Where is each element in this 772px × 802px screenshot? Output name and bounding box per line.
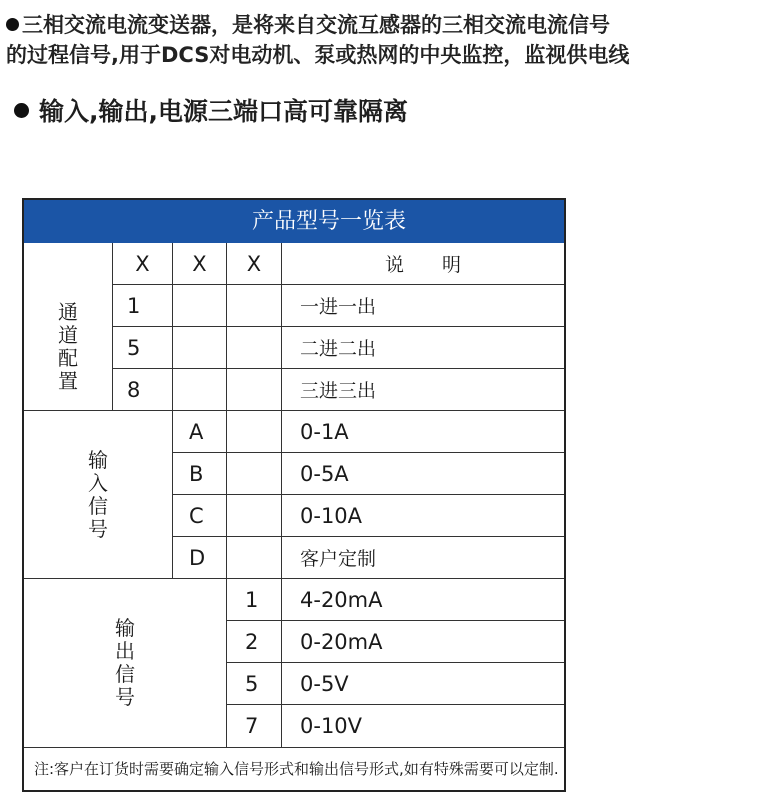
empty-cell [227, 285, 282, 327]
empty-cell [173, 327, 227, 369]
empty-cell [227, 495, 282, 537]
empty-cell [227, 411, 282, 453]
output-desc-1: 4-20mA [282, 579, 564, 621]
empty-cell [227, 327, 282, 369]
channel-code-8: 8 [113, 369, 173, 411]
header-description: 说 明 [282, 243, 564, 285]
empty-cell [173, 285, 227, 327]
intro-line-1: 三相交流电流变送器，是将来自交流互感器的三相交流电流信号 [6, 10, 772, 40]
empty-cell [227, 453, 282, 495]
bullet-icon [6, 18, 19, 31]
output-code-7: 7 [227, 705, 282, 748]
output-code-1: 1 [227, 579, 282, 621]
input-code-d: D [173, 537, 227, 579]
table-note: 注:客户在订货时需要确定输入信号形式和输出信号形式,如有特殊需要可以定制. [34, 760, 559, 778]
empty-cell [227, 369, 282, 411]
group-label-input: 输 入 信 号 [24, 411, 173, 579]
output-code-2: 2 [227, 621, 282, 663]
empty-cell [227, 537, 282, 579]
output-code-5: 5 [227, 663, 282, 705]
channel-desc-1: 一进一出 [282, 285, 564, 327]
intro-paragraph [6, 10, 772, 70]
header-x1: X [113, 243, 173, 285]
input-code-b: B [173, 453, 227, 495]
input-code-a: A [173, 411, 227, 453]
header-x2: X [173, 243, 227, 285]
channel-desc-5: 二进二出 [282, 327, 564, 369]
input-desc-b: 0-5A [282, 453, 564, 495]
output-desc-7: 0-10V [282, 705, 564, 748]
table-title: 产品型号一览表 [24, 200, 564, 243]
channel-code-1: 1 [113, 285, 173, 327]
group-label-output: 输 出 信 号 [24, 579, 227, 748]
output-desc-2: 0-20mA [282, 621, 564, 663]
channel-desc-8: 三进三出 [282, 369, 564, 411]
input-desc-c: 0-10A [282, 495, 564, 537]
empty-cell [173, 369, 227, 411]
channel-code-5: 5 [113, 327, 173, 369]
input-desc-d: 客户定制 [282, 537, 564, 579]
bullet-icon [14, 103, 29, 118]
input-code-c: C [173, 495, 227, 537]
model-table [22, 198, 566, 792]
output-desc-5: 0-5V [282, 663, 564, 705]
header-x3: X [227, 243, 282, 285]
group-label-channel: 通 道 配 置 [24, 243, 113, 411]
feature-bullet: 输入,输出,电源三端口高可靠隔离 [14, 92, 408, 128]
intro-line-2: 的过程信号,用于DCS对电动机、泵或热网的中央监控，监视供电线 [6, 43, 630, 67]
input-desc-a: 0-1A [282, 411, 564, 453]
